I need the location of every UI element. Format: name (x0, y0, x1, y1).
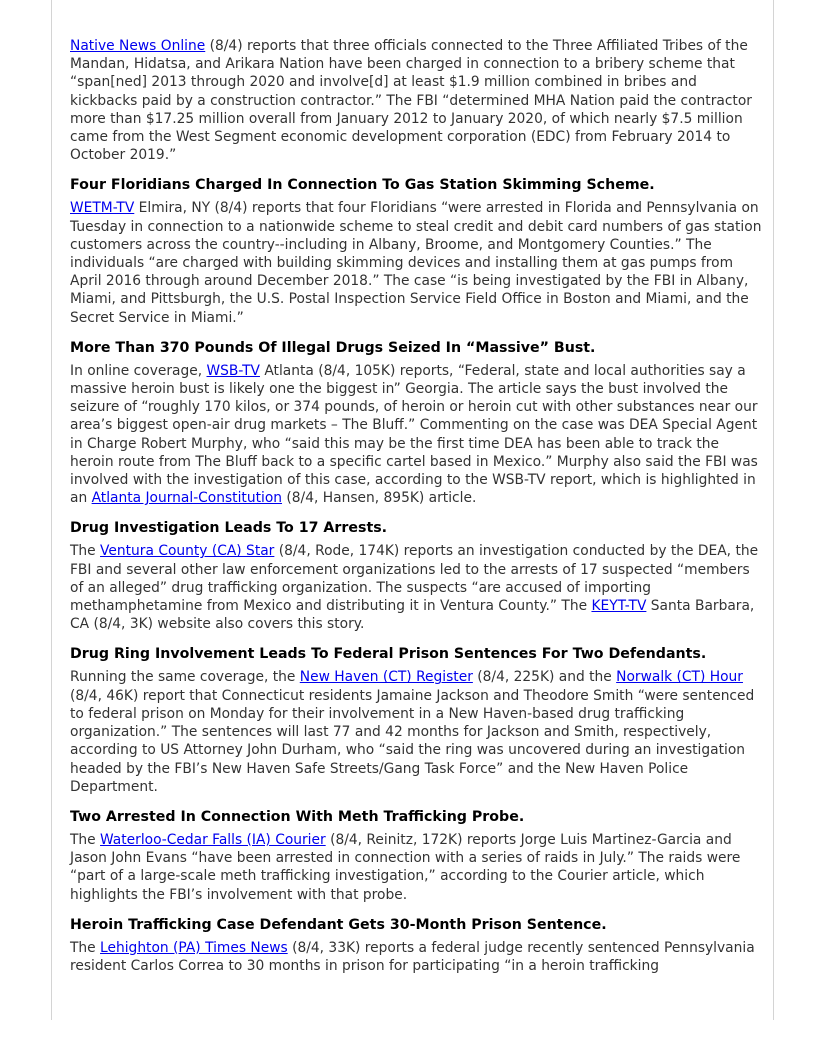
story-body (70, 831, 764, 904)
story-body (70, 542, 764, 633)
story-text: Santa Barbara, CA (8/4, 3K) website also covers this story. (70, 598, 755, 633)
source-link[interactable]: Norwalk (CT) Hour (616, 669, 743, 686)
right-margin-rule (773, 0, 774, 1020)
story-text: Atlanta (8/4, 105K) reports, “Federal, state and local authorities say a massive heroin bust is likely one the biggest in” Georgia. The article says the bust involved the seizure of “roughly 170 kilos, or 374 pounds, of heroin or heroin cut with other substances near our area’s biggest open-air drug markets – The Bluff.” Commenting on the case was DEA Special Agent in Charge Robert Murphy, who “said this may be the first time DEA has been able to track the heroin route from The Bluff back to a specific cartel based in Mexico.” Murphy also said the FBI was involved with the investigation of this case, according to the WSB-TV report, which is highlighted in an (70, 362, 758, 507)
story-text: In online coverage, (70, 362, 207, 379)
news-story (70, 339, 764, 508)
story-body (70, 939, 764, 975)
story-text: Elmira, NY (8/4) reports that four Floridians “were arrested in Florida and Pennsylvania on Tuesday in connection to a nationwide scheme to steal credit and debit card numbers of gas station customers across the country--including in Albany, Broome, and Montgomery Counties.” The individuals “are charged with building skimming devices and installing them at gas pumps from April 2016 through around December 2018.” The case “is being investigated by the FBI in Albany, Miami, and Pittsburgh, the U.S. Postal Inspection Service Field Office in Boston and Miami, and the Secret Service in Miami.” (70, 200, 762, 326)
story-text: The (70, 831, 101, 848)
news-content (70, 37, 764, 987)
story-text: The (70, 543, 101, 560)
news-story (70, 176, 764, 326)
news-story (70, 519, 764, 633)
left-margin-rule (51, 0, 52, 1020)
news-story (70, 808, 764, 904)
story-text: (8/4, Rode, 174K) reports an investigation conducted by the DEA, the FBI and several other law enforcement organizations led to the arrests of 17 suspected “members of an alleged” drug trafficking organization. The suspects “are accused of importing methamphetamine from Mexico and distributing it in Ventura County.” The (70, 543, 759, 615)
story-text: (8/4, Hansen, 895K) article. (282, 490, 477, 507)
story-headline: Four Floridians Charged In Connection To Gas Station Skimming Scheme. (70, 177, 655, 194)
source-link[interactable]: WETM-TV (70, 200, 135, 217)
news-story (70, 37, 764, 164)
source-link[interactable]: Atlanta Journal-Constitution (91, 490, 283, 507)
story-body (70, 37, 764, 164)
story-text: (8/4) reports that three officials connected to the Three Affiliated Tribes of the Mandan, Hidatsa, and Arikara Nation have been charged in connection to a bribery scheme that “span[ned] 2013 through 2020 and involve[d] at least $1.9 million combined in bribes and kickbacks paid by a construction contractor.” The FBI “determined MHA Nation paid the contractor more than $17.25 million overall from January 2012 to January 2020, of which nearly $7.5 million came from the West Segment economic development corporation (EDC) from February 2014 to October 2019.” (70, 38, 752, 164)
source-link[interactable]: Ventura County (CA) Star (100, 543, 275, 560)
story-text: (8/4, 33K) reports a federal judge recently sentenced Pennsylvania resident Carlos Correa to 30 months in prison for participating “in a heroin trafficking (70, 939, 755, 974)
story-text: (8/4, Reinitz, 172K) reports Jorge Luis Martinez-Garcia and Jason John Evans “have been arrested in connection with a series of raids in July.” The raids were “part of a large-scale meth trafficking investigation,” according to the Courier article, which highlights the FBI’s involvement with that probe. (70, 831, 741, 903)
story-headline: Two Arrested In Connection With Meth Trafficking Probe. (70, 808, 525, 825)
story-headline: Heroin Trafficking Case Defendant Gets 30-Month Prison Sentence. (70, 916, 607, 933)
story-headline: Drug Investigation Leads To 17 Arrests. (70, 520, 388, 537)
story-text: Running the same coverage, the (70, 669, 300, 686)
story-text: (8/4, 225K) and the (472, 669, 617, 686)
story-headline: More Than 370 Pounds Of Illegal Drugs Seized In “Massive” Bust. (70, 339, 596, 356)
source-link[interactable]: WSB-TV (206, 362, 260, 379)
source-link[interactable]: New Haven (CT) Register (299, 669, 473, 686)
news-story (70, 645, 764, 795)
source-link[interactable]: Native News Online (70, 38, 206, 54)
story-body (70, 199, 764, 326)
story-body (70, 668, 764, 795)
source-link[interactable]: Waterloo-Cedar Falls (IA) Courier (100, 831, 326, 848)
story-text: The (70, 939, 101, 956)
story-body (70, 362, 764, 508)
story-text: (8/4, 46K) report that Connecticut residents Jamaine Jackson and Theodore Smith “were sentenced to federal prison on Monday for their involvement in a New Haven-based drug trafficking organization.” The sentences will last 77 and 42 months for Jackson and Smith, respectively, according to US Attorney John Durham, who “said the ring was uncovered during an investigation headed by the FBI’s New Haven Safe Streets/Gang Task Force” and the New Haven Police Department. (70, 687, 755, 795)
story-headline: Drug Ring Involvement Leads To Federal Prison Sentences For Two Defendants. (70, 646, 707, 663)
source-link[interactable]: KEYT-TV (591, 598, 647, 615)
news-story (70, 916, 764, 975)
source-link[interactable]: Lehighton (PA) Times News (100, 939, 288, 956)
